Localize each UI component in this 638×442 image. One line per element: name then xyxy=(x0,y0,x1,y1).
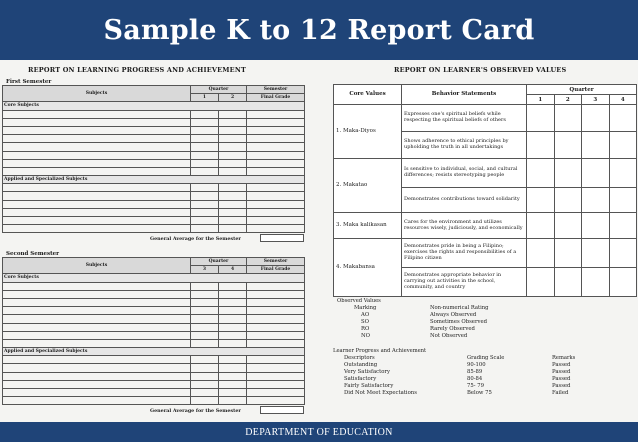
final-grade-header: Final Grade xyxy=(247,94,305,102)
quarter-number-header: 2 xyxy=(219,94,247,102)
slide-title: Sample K to 12 Report Card xyxy=(103,14,535,46)
final-grade-cell[interactable] xyxy=(247,208,305,216)
final-grade-cell[interactable] xyxy=(247,331,305,339)
quarter-number-header: 4 xyxy=(219,266,247,274)
progress-descriptor: Fairly Satisfactory xyxy=(344,383,394,389)
rating-cell[interactable] xyxy=(554,188,582,213)
rating-cell[interactable] xyxy=(609,239,637,268)
core-values-header: Core Values xyxy=(334,85,402,105)
subject-row xyxy=(3,192,305,200)
grade-cell[interactable] xyxy=(219,389,247,397)
behavior-statement: Shows adherence to ethical principles by upholding the truth in all undertakings xyxy=(402,132,527,159)
grade-cell[interactable] xyxy=(191,167,219,175)
grade-cell[interactable] xyxy=(191,364,219,372)
behavior-statement: Expresses one's spiritual beliefs while respecting the spiritual beliefs of others xyxy=(402,105,527,132)
grade-cell[interactable] xyxy=(191,298,219,306)
subject-row xyxy=(3,389,305,397)
grading-scale-header: Grading Scale xyxy=(467,355,505,361)
subject-row xyxy=(3,397,305,405)
rating-cell[interactable] xyxy=(582,132,610,159)
grade-cell[interactable] xyxy=(191,110,219,118)
marking-rating: Sometimes Observed xyxy=(430,319,487,325)
first-semester-table xyxy=(2,85,305,233)
rating-cell[interactable] xyxy=(527,132,555,159)
final-grade-cell[interactable] xyxy=(247,356,305,364)
subject-cell[interactable] xyxy=(3,167,191,175)
grade-cell[interactable] xyxy=(219,397,247,405)
grade-cell[interactable] xyxy=(191,217,219,225)
marking-rating: Always Observed xyxy=(430,312,477,318)
final-grade-cell[interactable] xyxy=(247,143,305,151)
applied-subjects-label: Applied and Specialized Subjects xyxy=(3,348,305,356)
subject-row xyxy=(3,225,305,233)
final-grade-cell[interactable] xyxy=(247,380,305,388)
core-value-makabansa: 4. Makabansa xyxy=(334,239,402,297)
final-grade-cell[interactable] xyxy=(247,323,305,331)
subject-cell[interactable] xyxy=(3,290,191,298)
subject-row xyxy=(3,364,305,372)
grade-cell[interactable] xyxy=(191,159,219,167)
grade-cell[interactable] xyxy=(191,323,219,331)
subject-row xyxy=(3,331,305,339)
subject-cell[interactable] xyxy=(3,282,191,290)
subject-row xyxy=(3,339,305,347)
subject-cell[interactable] xyxy=(3,118,191,126)
final-grade-cell[interactable] xyxy=(247,339,305,347)
final-grade-cell[interactable] xyxy=(247,397,305,405)
grade-cell[interactable] xyxy=(191,282,219,290)
core-subjects-label: Core Subjects xyxy=(3,102,305,110)
subject-cell[interactable] xyxy=(3,159,191,167)
rating-cell[interactable] xyxy=(554,132,582,159)
grade-cell[interactable] xyxy=(219,110,247,118)
final-grade-cell[interactable] xyxy=(247,315,305,323)
subject-cell[interactable] xyxy=(3,126,191,134)
progress-remark: Passed xyxy=(552,369,571,375)
subject-cell[interactable] xyxy=(3,200,191,208)
subject-cell[interactable] xyxy=(3,323,191,331)
grade-cell[interactable] xyxy=(219,323,247,331)
observed-values-legend-title: Observed Values xyxy=(337,298,381,304)
second-semester-label: Second Semester xyxy=(6,251,60,257)
core-value-maka-kalikasan: 3. Maka kalikasan xyxy=(334,213,402,239)
progress-descriptor: Satisfactory xyxy=(344,376,377,382)
grade-cell[interactable] xyxy=(219,118,247,126)
rating-cell[interactable] xyxy=(554,268,582,297)
subject-row xyxy=(3,184,305,192)
semester-header: Semester xyxy=(247,86,305,94)
grade-cell[interactable] xyxy=(219,184,247,192)
subject-cell[interactable] xyxy=(3,380,191,388)
marking-code: RO xyxy=(361,326,370,332)
marking-code: SO xyxy=(361,319,369,325)
non-numerical-rating-header: Non-numerical Rating xyxy=(430,305,489,311)
grade-cell[interactable] xyxy=(219,167,247,175)
subject-row xyxy=(3,208,305,216)
subject-cell[interactable] xyxy=(3,151,191,159)
semester-header: Semester xyxy=(247,258,305,266)
subject-cell[interactable] xyxy=(3,331,191,339)
rating-cell[interactable] xyxy=(582,105,610,132)
subject-cell[interactable] xyxy=(3,135,191,143)
final-grade-cell[interactable] xyxy=(247,307,305,315)
behavior-statement: Is sensitive to individual, social, and cultural differences; resists stereotyping people xyxy=(402,159,527,188)
grade-cell[interactable] xyxy=(191,389,219,397)
behavior-statement: Demonstrates pride in being a Filipino; exercises the rights and responsibilities of a Filipino citizen xyxy=(402,239,527,268)
final-grade-cell[interactable] xyxy=(247,126,305,134)
grade-cell[interactable] xyxy=(219,135,247,143)
second-semester-table xyxy=(2,257,305,405)
grade-cell[interactable] xyxy=(191,339,219,347)
final-grade-cell[interactable] xyxy=(247,364,305,372)
subject-cell[interactable] xyxy=(3,307,191,315)
descriptors-header: Descriptors xyxy=(344,355,375,361)
grade-cell[interactable] xyxy=(191,315,219,323)
grade-cell[interactable] xyxy=(191,331,219,339)
grade-cell[interactable] xyxy=(219,290,247,298)
subject-row xyxy=(3,315,305,323)
rating-cell[interactable] xyxy=(527,105,555,132)
rating-cell[interactable] xyxy=(554,213,582,239)
subject-row xyxy=(3,282,305,290)
final-grade-cell[interactable] xyxy=(247,200,305,208)
final-grade-cell[interactable] xyxy=(247,389,305,397)
grade-cell[interactable] xyxy=(191,200,219,208)
subject-row xyxy=(3,151,305,159)
subject-row xyxy=(3,307,305,315)
final-grade-cell[interactable] xyxy=(247,217,305,225)
rating-cell[interactable] xyxy=(609,159,637,188)
quarter-number-header: 1 xyxy=(191,94,219,102)
quarter-4-header: 4 xyxy=(609,95,637,105)
progress-descriptor: Outstanding xyxy=(344,362,378,368)
grade-cell[interactable] xyxy=(191,397,219,405)
subject-row xyxy=(3,110,305,118)
observed-values-panel xyxy=(312,60,638,422)
subject-row xyxy=(3,200,305,208)
grade-cell[interactable] xyxy=(191,151,219,159)
quarter-header: Quarter xyxy=(191,86,247,94)
subject-cell[interactable] xyxy=(3,397,191,405)
subject-cell[interactable] xyxy=(3,184,191,192)
progress-remark: Passed xyxy=(552,383,571,389)
grade-cell[interactable] xyxy=(191,135,219,143)
rating-cell[interactable] xyxy=(582,268,610,297)
subject-cell[interactable] xyxy=(3,192,191,200)
subject-row xyxy=(3,159,305,167)
rating-cell[interactable] xyxy=(527,239,555,268)
grade-cell[interactable] xyxy=(219,151,247,159)
grade-cell[interactable] xyxy=(219,315,247,323)
grade-cell[interactable] xyxy=(219,339,247,347)
final-grade-cell[interactable] xyxy=(247,298,305,306)
grade-cell[interactable] xyxy=(219,372,247,380)
grade-cell[interactable] xyxy=(191,225,219,233)
subject-row xyxy=(3,356,305,364)
subject-row xyxy=(3,298,305,306)
progress-remark: Failed xyxy=(552,390,569,396)
final-grade-cell[interactable] xyxy=(247,290,305,298)
subject-row xyxy=(3,126,305,134)
grade-cell[interactable] xyxy=(219,217,247,225)
progress-grading-scale: Below 75 xyxy=(467,390,492,396)
first-semester-label: First Semester xyxy=(6,79,52,85)
rating-cell[interactable] xyxy=(582,159,610,188)
subject-cell[interactable] xyxy=(3,298,191,306)
final-grade-cell[interactable] xyxy=(247,151,305,159)
behavior-statement: Cares for the environment and utilizes resources wisely, judiciously, and economically xyxy=(402,213,527,239)
slide-title-bar xyxy=(0,0,638,60)
rating-cell[interactable] xyxy=(554,105,582,132)
rating-cell[interactable] xyxy=(582,213,610,239)
rating-cell[interactable] xyxy=(609,105,637,132)
learning-progress-heading: REPORT ON LEARNING PROGRESS AND ACHIEVEMENT xyxy=(28,66,246,74)
progress-grading-scale: 90-100 xyxy=(467,362,486,368)
grade-cell[interactable] xyxy=(219,282,247,290)
quarter-header: Quarter xyxy=(191,258,247,266)
subject-cell[interactable] xyxy=(3,315,191,323)
final-grade-cell[interactable] xyxy=(247,184,305,192)
grade-cell[interactable] xyxy=(191,143,219,151)
grade-cell[interactable] xyxy=(219,225,247,233)
rating-cell[interactable] xyxy=(554,159,582,188)
grade-cell[interactable] xyxy=(191,208,219,216)
rating-cell[interactable] xyxy=(609,213,637,239)
grade-cell[interactable] xyxy=(219,126,247,134)
grade-cell[interactable] xyxy=(191,372,219,380)
grade-cell[interactable] xyxy=(219,208,247,216)
subject-row xyxy=(3,135,305,143)
rating-cell[interactable] xyxy=(609,188,637,213)
footer-text: DEPARTMENT OF EDUCATION xyxy=(245,426,393,438)
subject-cell[interactable] xyxy=(3,339,191,347)
observed-values-heading: REPORT ON LEARNER'S OBSERVED VALUES xyxy=(394,66,567,74)
final-grade-cell[interactable] xyxy=(247,159,305,167)
quarter-header: Quarter xyxy=(527,85,637,95)
quarter-3-header: 3 xyxy=(582,95,610,105)
grade-cell[interactable] xyxy=(191,184,219,192)
quarter-2-header: 2 xyxy=(554,95,582,105)
grade-cell[interactable] xyxy=(191,126,219,134)
marking-code: AO xyxy=(361,312,370,318)
behavior-statement: Demonstrates contributions toward solidarity xyxy=(402,188,527,213)
core-subjects-label: Core Subjects xyxy=(3,274,305,282)
subject-row xyxy=(3,380,305,388)
rating-cell[interactable] xyxy=(527,188,555,213)
subject-row xyxy=(3,217,305,225)
marking-header: Marking xyxy=(354,305,377,311)
quarter-1-header: 1 xyxy=(527,95,555,105)
final-grade-cell[interactable] xyxy=(247,225,305,233)
final-grade-cell[interactable] xyxy=(247,282,305,290)
grade-cell[interactable] xyxy=(219,380,247,388)
rating-cell[interactable] xyxy=(582,188,610,213)
final-grade-header: Final Grade xyxy=(247,266,305,274)
rating-cell[interactable] xyxy=(609,132,637,159)
general-average-box-1 xyxy=(260,234,304,242)
rating-cell[interactable] xyxy=(527,268,555,297)
subjects-header: Subjects xyxy=(3,86,191,102)
final-grade-cell[interactable] xyxy=(247,110,305,118)
final-grade-cell[interactable] xyxy=(247,192,305,200)
subject-cell[interactable] xyxy=(3,389,191,397)
grade-cell[interactable] xyxy=(219,192,247,200)
rating-cell[interactable] xyxy=(609,268,637,297)
final-grade-cell[interactable] xyxy=(247,135,305,143)
marking-code: NO xyxy=(361,333,370,339)
grade-cell[interactable] xyxy=(219,356,247,364)
general-average-box-2 xyxy=(260,406,304,414)
grade-cell[interactable] xyxy=(191,307,219,315)
final-grade-cell[interactable] xyxy=(247,167,305,175)
general-average-label-2: General Average for the Semester xyxy=(150,408,241,414)
behavior-statements-header: Behavior Statements xyxy=(402,85,527,105)
slide-footer-bar xyxy=(0,422,638,442)
grade-cell[interactable] xyxy=(219,307,247,315)
subject-row xyxy=(3,323,305,331)
progress-remark: Passed xyxy=(552,362,571,368)
rating-cell[interactable] xyxy=(554,239,582,268)
subject-cell[interactable] xyxy=(3,225,191,233)
grade-cell[interactable] xyxy=(191,356,219,364)
marking-rating: Rarely Observed xyxy=(430,326,475,332)
subject-cell[interactable] xyxy=(3,208,191,216)
progress-grading-scale: 75- 79 xyxy=(467,383,484,389)
subject-row xyxy=(3,290,305,298)
grade-cell[interactable] xyxy=(219,143,247,151)
subjects-header: Subjects xyxy=(3,258,191,274)
subject-row xyxy=(3,143,305,151)
subject-cell[interactable] xyxy=(3,217,191,225)
learner-progress-legend-title: Learner Progress and Achievement xyxy=(333,348,427,354)
learning-progress-panel xyxy=(0,60,312,422)
grade-cell[interactable] xyxy=(191,118,219,126)
progress-grading-scale: 85-89 xyxy=(467,369,483,375)
applied-subjects-label: Applied and Specialized Subjects xyxy=(3,176,305,184)
final-grade-cell[interactable] xyxy=(247,118,305,126)
rating-cell[interactable] xyxy=(527,159,555,188)
rating-cell[interactable] xyxy=(582,239,610,268)
general-average-label-1: General Average for the Semester xyxy=(150,236,241,242)
subject-cell[interactable] xyxy=(3,356,191,364)
subject-cell[interactable] xyxy=(3,364,191,372)
remarks-header: Remarks xyxy=(552,355,576,361)
grade-cell[interactable] xyxy=(219,159,247,167)
subject-cell[interactable] xyxy=(3,372,191,380)
subject-row xyxy=(3,118,305,126)
grade-cell[interactable] xyxy=(191,192,219,200)
subject-cell[interactable] xyxy=(3,110,191,118)
progress-remark: Passed xyxy=(552,376,571,382)
rating-cell[interactable] xyxy=(527,213,555,239)
grade-cell[interactable] xyxy=(219,298,247,306)
core-value-makatao: 2. Makatao xyxy=(334,159,402,213)
quarter-number-header: 3 xyxy=(191,266,219,274)
grade-cell[interactable] xyxy=(191,290,219,298)
progress-grading-scale: 80-84 xyxy=(467,376,483,382)
observed-values-table xyxy=(333,84,637,297)
grade-cell[interactable] xyxy=(219,200,247,208)
report-card-document xyxy=(0,60,638,422)
behavior-statement: Demonstrates appropriate behavior in carrying out activities in the school, community, and country xyxy=(402,268,527,297)
grade-cell[interactable] xyxy=(219,331,247,339)
progress-descriptor: Did Not Meet Expectations xyxy=(344,390,417,396)
subject-cell[interactable] xyxy=(3,143,191,151)
subject-row xyxy=(3,372,305,380)
grade-cell[interactable] xyxy=(219,364,247,372)
subject-row xyxy=(3,167,305,175)
core-value-maka-diyos: 1. Maka-Diyos xyxy=(334,105,402,159)
grade-cell[interactable] xyxy=(191,380,219,388)
progress-descriptor: Very Satisfactory xyxy=(344,369,390,375)
marking-rating: Not Observed xyxy=(430,333,468,339)
final-grade-cell[interactable] xyxy=(247,372,305,380)
